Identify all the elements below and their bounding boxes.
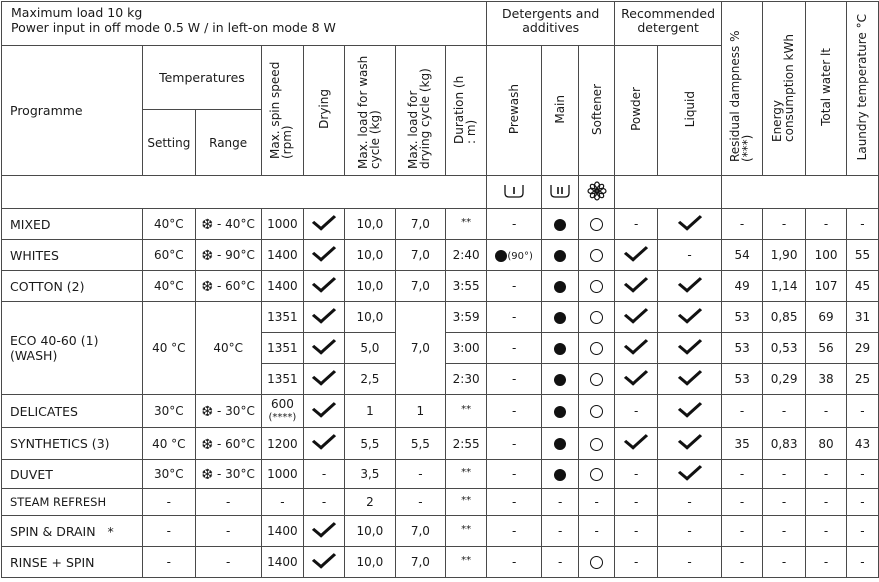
main-header: Main bbox=[542, 46, 579, 176]
snowflake-cold-icon: ❆ bbox=[201, 404, 214, 420]
softener-value bbox=[579, 547, 615, 578]
empty-circle-icon bbox=[590, 218, 603, 231]
dry-load: 7,0 bbox=[395, 302, 445, 395]
wash-load: 10,0 bbox=[345, 271, 395, 302]
temp-value: - bbox=[846, 209, 878, 240]
water-value: 80 bbox=[806, 428, 847, 460]
dry-load: 1 bbox=[395, 395, 445, 428]
energy-value: - bbox=[763, 547, 806, 578]
energy-value: 1,90 bbox=[763, 240, 806, 271]
checkmark-icon bbox=[677, 333, 701, 354]
energy-value: - bbox=[763, 516, 806, 547]
checkmark-icon bbox=[624, 302, 648, 323]
checkmark-icon bbox=[312, 364, 336, 385]
main-value: - bbox=[542, 547, 579, 578]
main-value bbox=[542, 428, 579, 460]
programme-name: WHITES bbox=[2, 240, 143, 271]
liquid-value bbox=[658, 395, 722, 428]
temp-value: - bbox=[846, 395, 878, 428]
duration-value: ** bbox=[446, 460, 487, 489]
duration-value: ** bbox=[446, 209, 487, 240]
drying-check bbox=[304, 209, 345, 240]
prewash-value: - bbox=[487, 333, 542, 364]
main-value: - bbox=[542, 516, 579, 547]
snowflake-cold-icon: ❆ bbox=[201, 436, 214, 453]
prewash-value: - bbox=[487, 516, 542, 547]
drying-value: - bbox=[304, 489, 345, 516]
checkmark-icon bbox=[312, 547, 336, 568]
range-value: ❆ - 60°C bbox=[195, 271, 261, 302]
energy-value: - bbox=[763, 489, 806, 516]
checkmark-icon bbox=[312, 302, 336, 323]
max-load-dry-header: Max. load for drying cycle (kg) bbox=[395, 46, 445, 176]
range-value: ❆ - 30°C bbox=[195, 395, 261, 428]
softener-value bbox=[579, 333, 615, 364]
drying-check bbox=[304, 271, 345, 302]
residual-value: 53 bbox=[722, 364, 763, 395]
powder-value: - bbox=[615, 516, 658, 547]
residual-value: 35 bbox=[722, 428, 763, 460]
liquid-value bbox=[658, 271, 722, 302]
prewash-value: - bbox=[487, 547, 542, 578]
water-value: - bbox=[806, 460, 847, 489]
wash-load: 1 bbox=[345, 395, 395, 428]
powder-value bbox=[615, 240, 658, 271]
setting-value: 40 °C bbox=[143, 302, 195, 395]
powder-value: - bbox=[615, 547, 658, 578]
liquid-value: - bbox=[658, 516, 722, 547]
temp-value: 31 bbox=[846, 302, 878, 333]
checkmark-icon bbox=[677, 209, 701, 230]
range-value: - bbox=[195, 489, 261, 516]
drying-check bbox=[304, 302, 345, 333]
programme-name: COTTON (2) bbox=[2, 271, 143, 302]
checkmark-icon bbox=[312, 396, 336, 417]
powder-value: - bbox=[615, 395, 658, 428]
drying-header: Drying bbox=[304, 46, 345, 176]
checkmark-icon bbox=[677, 460, 701, 481]
duration-value: 3:00 bbox=[446, 333, 487, 364]
dry-load: 7,0 bbox=[395, 209, 445, 240]
temp-value: 43 bbox=[846, 428, 878, 460]
table-title bbox=[2, 2, 487, 46]
dry-load: 7,0 bbox=[395, 547, 445, 578]
residual-value: - bbox=[722, 516, 763, 547]
dry-load: - bbox=[395, 460, 445, 489]
wash-load: 10,0 bbox=[345, 240, 395, 271]
drying-value: - bbox=[304, 460, 345, 489]
temp-value: - bbox=[846, 460, 878, 489]
empty-circle-icon bbox=[590, 311, 603, 324]
icon-row-spacer-far bbox=[722, 176, 879, 209]
temp-value: 55 bbox=[846, 240, 878, 271]
softener-value: - bbox=[579, 516, 615, 547]
main-value bbox=[542, 271, 579, 302]
programme-name: RINSE + SPIN bbox=[2, 547, 143, 578]
temperatures-header: Temperatures bbox=[143, 46, 262, 110]
residual-value: 49 bbox=[722, 271, 763, 302]
table-row bbox=[2, 271, 879, 302]
drying-check bbox=[304, 364, 345, 395]
filled-dot-icon bbox=[554, 438, 566, 450]
setting-header: Setting bbox=[143, 110, 195, 176]
setting-value: - bbox=[143, 516, 195, 547]
spin-value: 1400 bbox=[261, 516, 303, 547]
prewash-value: (90°) bbox=[487, 240, 542, 271]
residual-value: 53 bbox=[722, 302, 763, 333]
checkmark-icon bbox=[624, 333, 648, 354]
softener-header: Softener bbox=[579, 46, 615, 176]
softener-value bbox=[579, 240, 615, 271]
programme-header: Programme bbox=[2, 46, 143, 176]
empty-circle-icon bbox=[590, 280, 603, 293]
range-value: ❆ - 60°C bbox=[195, 428, 261, 460]
max-load-wash-header: Max. load for wash cycle (kg) bbox=[345, 46, 395, 176]
dry-load: 7,0 bbox=[395, 240, 445, 271]
programme-name: MIXED bbox=[2, 209, 143, 240]
water-value: 56 bbox=[806, 333, 847, 364]
powder-value: - bbox=[615, 460, 658, 489]
energy-value: 0,53 bbox=[763, 333, 806, 364]
empty-circle-icon bbox=[590, 405, 603, 418]
temp-value: - bbox=[846, 547, 878, 578]
liquid-value: - bbox=[658, 240, 722, 271]
programme-name: DUVET bbox=[2, 460, 143, 489]
setting-value: 30°C bbox=[143, 395, 195, 428]
checkmark-icon bbox=[624, 428, 648, 449]
main-value bbox=[542, 364, 579, 395]
dry-load: 5,5 bbox=[395, 428, 445, 460]
liquid-header: Liquid bbox=[658, 46, 722, 176]
detergents-header: Detergents and additives bbox=[487, 2, 615, 46]
main-value bbox=[542, 460, 579, 489]
checkmark-icon bbox=[677, 396, 701, 417]
powder-value bbox=[615, 333, 658, 364]
water-value: 38 bbox=[806, 364, 847, 395]
prewash-value: - bbox=[487, 395, 542, 428]
powder-value bbox=[615, 364, 658, 395]
setting-value: 60°C bbox=[143, 240, 195, 271]
range-value: - bbox=[195, 547, 261, 578]
snowflake-cold-icon: ❆ bbox=[201, 467, 214, 483]
spin-value: - bbox=[261, 489, 303, 516]
energy-value: 1,14 bbox=[763, 271, 806, 302]
prewash-value: - bbox=[487, 489, 542, 516]
wash-load: 2 bbox=[345, 489, 395, 516]
snowflake-cold-icon: ❆ bbox=[201, 279, 214, 295]
main-compartment-icon bbox=[542, 176, 579, 209]
dry-load: - bbox=[395, 489, 445, 516]
empty-circle-icon bbox=[590, 438, 603, 451]
filled-dot-icon bbox=[554, 281, 566, 293]
table-row bbox=[2, 395, 879, 428]
energy-header: Energy consumption kWh bbox=[763, 2, 806, 176]
powder-value bbox=[615, 302, 658, 333]
icon-row-spacer bbox=[2, 176, 487, 209]
water-value: - bbox=[806, 395, 847, 428]
liquid-value bbox=[658, 333, 722, 364]
duration-header: Duration (h : m) bbox=[446, 46, 487, 176]
checkmark-icon bbox=[312, 333, 336, 354]
table-row bbox=[2, 489, 879, 516]
checkmark-icon bbox=[624, 271, 648, 292]
programme-name: SYNTHETICS (3) bbox=[2, 428, 143, 460]
temp-value: 45 bbox=[846, 271, 878, 302]
programme-name: SPIN & DRAIN * bbox=[2, 516, 143, 547]
icon-row-spacer-right bbox=[615, 176, 722, 209]
liquid-value: - bbox=[658, 489, 722, 516]
range-value: ❆ - 90°C bbox=[195, 240, 261, 271]
prewash-value: - bbox=[487, 209, 542, 240]
laundry-temp-header: Laundry temperature °C bbox=[846, 2, 878, 176]
spin-value: 1000 bbox=[261, 209, 303, 240]
setting-value: - bbox=[143, 489, 195, 516]
energy-value: - bbox=[763, 209, 806, 240]
energy-value: 0,83 bbox=[763, 428, 806, 460]
programme-name: ECO 40-60 (1) (WASH) bbox=[2, 302, 143, 395]
setting-value: 30°C bbox=[143, 460, 195, 489]
energy-value: - bbox=[763, 460, 806, 489]
range-header: Range bbox=[195, 110, 261, 176]
wash-load: 10,0 bbox=[345, 302, 395, 333]
spin-value: 1400 bbox=[261, 240, 303, 271]
range-value: - bbox=[195, 516, 261, 547]
energy-value: 0,85 bbox=[763, 302, 806, 333]
drying-check bbox=[304, 240, 345, 271]
drying-check bbox=[304, 333, 345, 364]
residual-value: - bbox=[722, 460, 763, 489]
checkmark-icon bbox=[312, 240, 336, 261]
temp-value: 25 bbox=[846, 364, 878, 395]
softener-flower-icon bbox=[579, 176, 615, 209]
empty-circle-icon bbox=[590, 373, 603, 386]
duration-value: ** bbox=[446, 395, 487, 428]
prewash-compartment-icon bbox=[487, 176, 542, 209]
softener-value: - bbox=[579, 489, 615, 516]
filled-dot-icon bbox=[554, 250, 566, 262]
range-value: ❆ - 30°C bbox=[195, 460, 261, 489]
prewash-value: - bbox=[487, 428, 542, 460]
wash-load: 3,5 bbox=[345, 460, 395, 489]
residual-value: - bbox=[722, 547, 763, 578]
filled-dot-icon bbox=[554, 312, 566, 324]
checkmark-icon bbox=[312, 209, 336, 230]
filled-dot-icon bbox=[554, 219, 566, 231]
main-value bbox=[542, 395, 579, 428]
spin-value: 1400 bbox=[261, 271, 303, 302]
spin-value: 1351 bbox=[261, 364, 303, 395]
water-value: - bbox=[806, 209, 847, 240]
setting-value: 40 °C bbox=[143, 428, 195, 460]
powder-value: - bbox=[615, 489, 658, 516]
powder-value: - bbox=[615, 209, 658, 240]
spin-value: 1000 bbox=[261, 460, 303, 489]
filled-dot-icon bbox=[554, 406, 566, 418]
softener-value bbox=[579, 460, 615, 489]
spin-value: 1200 bbox=[261, 428, 303, 460]
wash-load: 5,0 bbox=[345, 333, 395, 364]
drying-check bbox=[304, 547, 345, 578]
duration-value: 2:55 bbox=[446, 428, 487, 460]
range-value: 40°C bbox=[195, 302, 261, 395]
spin-value: 1351 bbox=[261, 333, 303, 364]
table-row bbox=[2, 516, 879, 547]
water-header: Total water lt bbox=[806, 2, 847, 176]
empty-circle-icon bbox=[590, 556, 603, 569]
programme-name: STEAM REFRESH bbox=[2, 489, 143, 516]
checkmark-icon bbox=[624, 240, 648, 261]
checkmark-icon bbox=[312, 516, 336, 537]
dry-load: 7,0 bbox=[395, 271, 445, 302]
prewash-value: - bbox=[487, 302, 542, 333]
main-value bbox=[542, 333, 579, 364]
table-row bbox=[2, 460, 879, 489]
filled-dot-icon bbox=[495, 250, 507, 262]
liquid-value bbox=[658, 460, 722, 489]
duration-value: 2:40 bbox=[446, 240, 487, 271]
liquid-value bbox=[658, 428, 722, 460]
checkmark-icon bbox=[677, 271, 701, 292]
washing-programme-table bbox=[1, 1, 879, 578]
prewash-value: - bbox=[487, 460, 542, 489]
duration-value: 2:30 bbox=[446, 364, 487, 395]
empty-circle-icon bbox=[590, 342, 603, 355]
setting-value: 40°C bbox=[143, 209, 195, 240]
residual-value: - bbox=[722, 209, 763, 240]
dry-load: 7,0 bbox=[395, 516, 445, 547]
water-value: 100 bbox=[806, 240, 847, 271]
drying-check bbox=[304, 516, 345, 547]
temp-value: - bbox=[846, 516, 878, 547]
water-value: 107 bbox=[806, 271, 847, 302]
spin-value: 1400 bbox=[261, 547, 303, 578]
power-input-line: Power input in off mode 0.5 W / in left-on mode 8 W bbox=[11, 20, 336, 35]
main-value: - bbox=[542, 489, 579, 516]
prewash-value: - bbox=[487, 364, 542, 395]
duration-value: 3:55 bbox=[446, 271, 487, 302]
checkmark-icon bbox=[312, 428, 336, 449]
recommended-detergent-header: Recommended detergent bbox=[615, 2, 722, 46]
main-value bbox=[542, 240, 579, 271]
table-row bbox=[2, 209, 879, 240]
checkmark-icon bbox=[624, 364, 648, 385]
programme-name: DELICATES bbox=[2, 395, 143, 428]
table-row bbox=[2, 428, 879, 460]
checkmark-icon bbox=[677, 428, 701, 449]
checkmark-icon bbox=[677, 302, 701, 323]
softener-value bbox=[579, 302, 615, 333]
softener-value bbox=[579, 364, 615, 395]
temp-value: 29 bbox=[846, 333, 878, 364]
filled-dot-icon bbox=[554, 374, 566, 386]
wash-load: 10,0 bbox=[345, 516, 395, 547]
wash-load: 5,5 bbox=[345, 428, 395, 460]
table-row bbox=[2, 240, 879, 271]
wash-load: 2,5 bbox=[345, 364, 395, 395]
filled-dot-icon bbox=[554, 343, 566, 355]
checkmark-icon bbox=[312, 271, 336, 292]
powder-value bbox=[615, 271, 658, 302]
water-value: - bbox=[806, 516, 847, 547]
checkmark-icon bbox=[677, 364, 701, 385]
table-row bbox=[2, 547, 879, 578]
drying-check bbox=[304, 428, 345, 460]
empty-circle-icon bbox=[590, 249, 603, 262]
liquid-value bbox=[658, 364, 722, 395]
softener-value bbox=[579, 209, 615, 240]
main-value bbox=[542, 302, 579, 333]
powder-value bbox=[615, 428, 658, 460]
liquid-value bbox=[658, 302, 722, 333]
powder-header: Powder bbox=[615, 46, 658, 176]
max-spin-header: Max. spin speed (rpm) bbox=[261, 46, 303, 176]
max-load-line: Maximum load 10 kg bbox=[11, 5, 143, 20]
drying-check bbox=[304, 395, 345, 428]
residual-value: 54 bbox=[722, 240, 763, 271]
spin-value: 600 (****) bbox=[261, 395, 303, 428]
wash-load: 10,0 bbox=[345, 209, 395, 240]
table-row bbox=[2, 302, 879, 333]
residual-header: Residual dampness % (***) bbox=[722, 2, 763, 176]
snowflake-cold-icon: ❆ bbox=[201, 248, 214, 264]
water-value: - bbox=[806, 547, 847, 578]
temp-value: - bbox=[846, 489, 878, 516]
setting-value: - bbox=[143, 547, 195, 578]
energy-value: 0,29 bbox=[763, 364, 806, 395]
wash-load: 10,0 bbox=[345, 547, 395, 578]
water-value: 69 bbox=[806, 302, 847, 333]
spin-value: 1351 bbox=[261, 302, 303, 333]
prewash-header: Prewash bbox=[487, 46, 542, 176]
water-value: - bbox=[806, 489, 847, 516]
main-value bbox=[542, 209, 579, 240]
range-value: ❆ - 40°C bbox=[195, 209, 261, 240]
residual-value: - bbox=[722, 489, 763, 516]
setting-value: 40°C bbox=[143, 271, 195, 302]
liquid-value bbox=[658, 209, 722, 240]
residual-value: 53 bbox=[722, 333, 763, 364]
filled-dot-icon bbox=[554, 469, 566, 481]
duration-value: ** bbox=[446, 516, 487, 547]
residual-value: - bbox=[722, 395, 763, 428]
softener-value bbox=[579, 428, 615, 460]
duration-value: ** bbox=[446, 547, 487, 578]
snowflake-cold-icon: ❆ bbox=[201, 217, 214, 233]
duration-value: ** bbox=[446, 489, 487, 516]
energy-value: - bbox=[763, 395, 806, 428]
empty-circle-icon bbox=[590, 468, 603, 481]
liquid-value: - bbox=[658, 547, 722, 578]
softener-value bbox=[579, 271, 615, 302]
softener-value bbox=[579, 395, 615, 428]
prewash-value: - bbox=[487, 271, 542, 302]
duration-value: 3:59 bbox=[446, 302, 487, 333]
